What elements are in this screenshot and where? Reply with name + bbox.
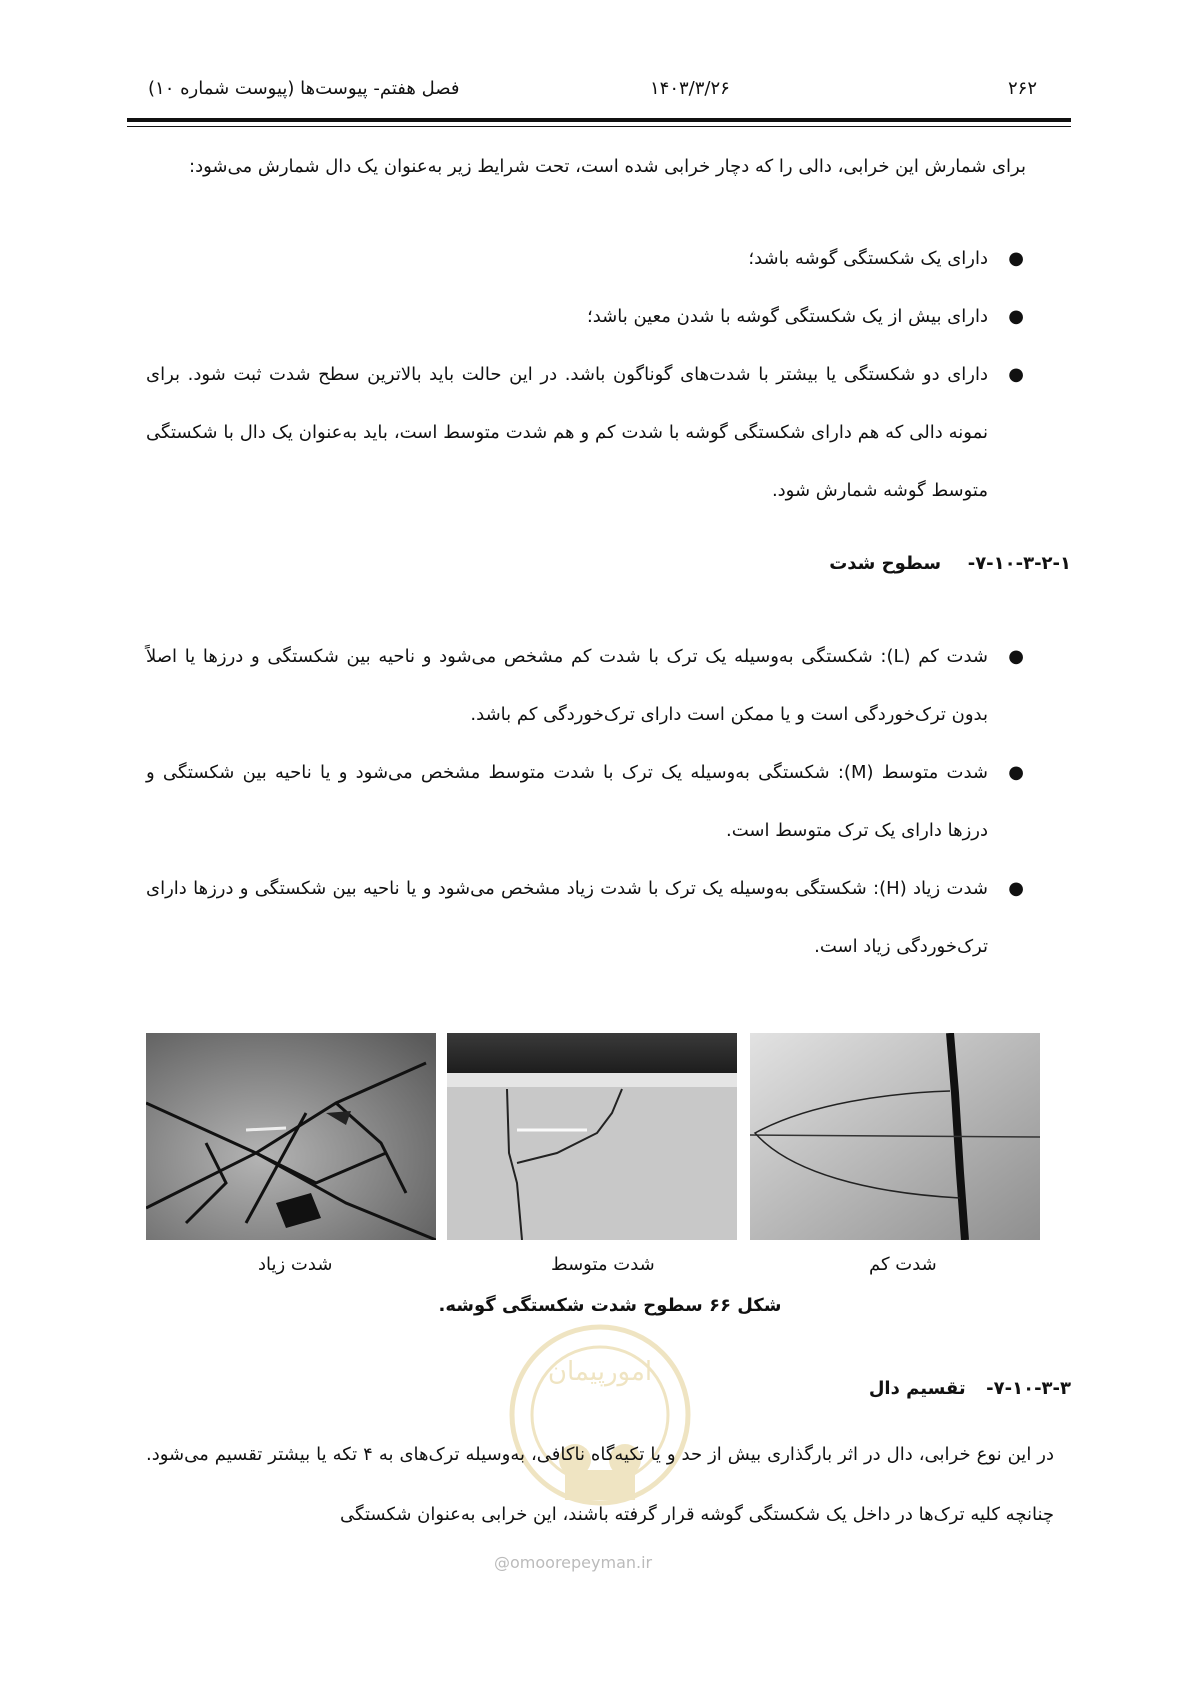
header-rule-thick <box>127 118 1071 122</box>
section-title: سطوح شدت <box>829 553 942 574</box>
caption-low: شدت کم <box>869 1254 937 1275</box>
bullet-icon: ● <box>1008 364 1024 385</box>
list-item-text: دارای یک شکستگی گوشه باشد؛ <box>748 248 988 269</box>
header-date: ۱۴۰۳/۳/۲۶ <box>650 78 730 99</box>
list-item-text: دارای بیش از یک شکستگی گوشه با شدن معین باشد؛ <box>586 306 988 327</box>
list-item <box>146 346 1024 520</box>
list-item <box>146 288 1024 346</box>
bullet-icon: ● <box>1008 878 1024 899</box>
watermark-logo-text: امورپیمان <box>547 1357 653 1387</box>
list-item <box>146 744 1024 860</box>
caption-high: شدت زیاد <box>258 1254 333 1275</box>
watermark-site-text: omoorepeyman.ir <box>510 1553 653 1572</box>
severity-list <box>146 628 1024 976</box>
section-number: ۷-۱۰-۳-۳- <box>986 1378 1071 1399</box>
bullet-icon: ● <box>1008 306 1024 327</box>
list-item <box>146 628 1024 744</box>
bullet-icon: ● <box>1008 646 1024 667</box>
photo-high-severity <box>146 1033 436 1240</box>
section-title: تقسیم دال <box>868 1378 966 1399</box>
list-item <box>146 860 1024 976</box>
section-heading-slab-division <box>869 1378 1071 1399</box>
list-item-text: شدت متوسط (M): شکستگی به‌وسیله یک ترک با شدت متوسط مشخص می‌شود و یا ناحیه بین شکستگی و درزها دارای یک ترک متوسط است. <box>146 762 988 841</box>
intro-paragraph: برای شمارش این خرابی، دالی را که دچار خرابی شده است، تحت شرایط زیر به‌عنوان یک دال شمارش می‌شود: <box>189 156 1026 177</box>
section-number: ۷-۱۰-۳-۲-۱- <box>967 553 1071 574</box>
list-item-text: شدت زیاد (H): شکستگی به‌وسیله یک ترک با شدت زیاد مشخص می‌شود و یا ناحیه بین شکستگی و درزها دارای ترک‌خوردگی زیاد است. <box>146 878 988 957</box>
photo-low-severity <box>750 1033 1040 1240</box>
figure-title: شکل ۶۶ سطوح شدت شکستگی گوشه. <box>438 1295 782 1316</box>
list-item-text: شدت کم (L): شکستگی به‌وسیله یک ترک با شدت کم مشخص می‌شود و ناحیه بین شکستگی و درزها یا اصلاً بدون ترک‌خوردگی است و یا ممکن است دارای ترک‌خوردگی کم باشد. <box>146 646 988 725</box>
conditions-list <box>146 230 1024 520</box>
bullet-icon: ● <box>1008 762 1024 783</box>
photo-medium-severity <box>447 1033 737 1240</box>
page-number: ۲۶۲ <box>1008 78 1038 99</box>
header-rule-thin <box>127 126 1071 127</box>
list-item <box>146 230 1024 288</box>
caption-medium: شدت متوسط <box>551 1254 655 1275</box>
chapter-title: فصل هفتم- پیوست‌ها (پیوست شماره ۱۰) <box>148 78 460 99</box>
bullet-icon: ● <box>1008 248 1024 269</box>
watermark-site: @omoorepeyman.ir <box>494 1553 653 1572</box>
closing-paragraph: در این نوع خرابی، دال در اثر بارگذاری بیش از حد و یا تکیه‌گاه ناکافی، به‌وسیله ترک‌های به ۴ تکه یا بیشتر تقسیم می‌شود. چنانچه کلیه ترک‌ها در داخل یک شکستگی گوشه قرار گرفته باشند، این خرابی به‌عنوان شکستگی <box>146 1444 1054 1525</box>
list-item-text: دارای دو شکستگی یا بیشتر با شدت‌های گوناگون باشد. در این حالت باید بالاترین سطح شدت ثبت شود. برای نمونه دالی که هم دارای شکستگی گوشه با شدت کم و هم شدت متوسط است، باید به‌عنوان یک دال با شکستگی متوسط گوشه شمارش شود. <box>146 364 988 501</box>
section-heading-severity <box>829 553 1071 574</box>
